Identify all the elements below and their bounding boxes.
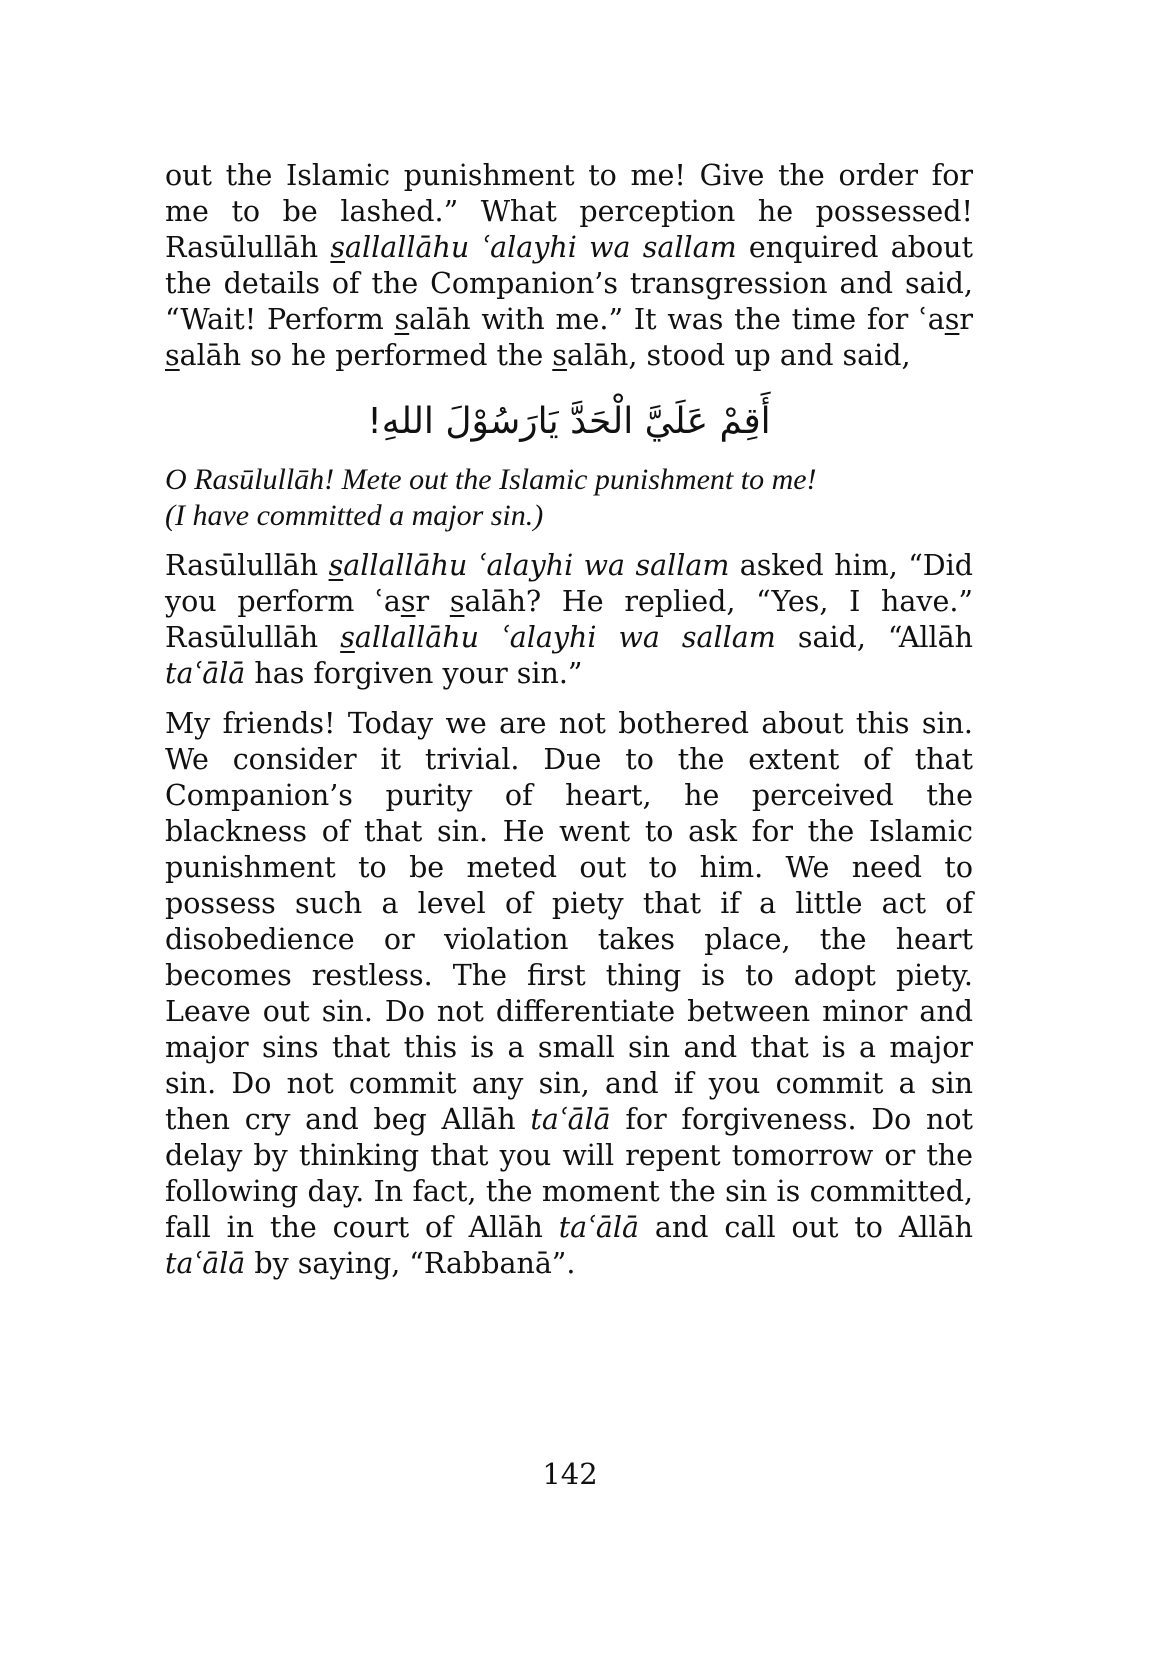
text-span: out the Islamic punishment to me! Give the order for me to be lashed.” What perception he possessed! Rasūlullāh: [165, 159, 973, 264]
asr-s: s: [400, 585, 416, 618]
salah-s: s: [449, 585, 465, 618]
salah-rest: alāh: [409, 303, 471, 336]
honorific: sallallāhu ʿalayhi wa sallam: [340, 621, 776, 654]
salah-s: s: [165, 339, 180, 372]
taala: taʿālā: [165, 657, 246, 690]
salah-rest: alāh: [464, 585, 526, 618]
salah-s: s: [552, 339, 567, 372]
arabic-quote: أَقِمْ عَلَيَّ الْحَدَّ يَارَسُوْلَ اللهِ!: [367, 401, 771, 442]
translation-line-1: O Rasūlullāh! Mete out the Islamic punishment to me!: [165, 463, 817, 496]
paragraph-2: Rasūlullāh sallallāhu ʿalayhi wa sallam asked him, “Did you perform ʿasr salāh? He replied, “Yes, I have.” Rasūlullāh sallallāhu ʿalayhi wa sallam said, “Allāh taʿālā has forgiven your sin.”: [165, 549, 973, 690]
taala: taʿālā: [530, 1103, 611, 1136]
asr-s: s: [944, 303, 960, 336]
text-span: enquired about the details of the Companion’s transgression and said, “Wait! Perform: [165, 231, 973, 336]
paragraph-1: [165, 158, 973, 374]
text-span: , stood up and said,: [628, 339, 911, 372]
paragraph-3: My friends! Today we are not bothered about this sin. We consider it trivial. Due to the extent of that Companion’s purity of heart, he perceived the blackness of that sin. He went to ask for the Islamic punishment to be meted out to him. We need to possess such a level of piety that if a little act of disobedience or violation takes place, the heart becomes restless. The first thing is to adopt piety. Leave out sin. Do not differentiate between minor and major sins that this is a small sin and that is a major sin. Do not commit any sin, and if you commit a sin then cry and beg Allāh taʿālā for forgiveness. Do not delay by thinking that you will repent tomorrow or the following day. In fact, the moment the sin is committed, fall in the court of Allāh taʿālā and call out to Allāh taʿālā by saying, “Rabbanā”.: [165, 707, 974, 1280]
page-number: 142: [542, 1457, 598, 1491]
asr-r: r: [959, 303, 973, 336]
taala: taʿālā: [558, 1211, 640, 1244]
honorific: sallallāhu ʿalayhi wa sallam: [328, 549, 730, 582]
page-body: [165, 158, 973, 1282]
salah-rest: alāh: [179, 339, 242, 372]
asr-r: r: [415, 585, 430, 618]
text-span: with me.” It was the time for ʿa: [470, 303, 945, 336]
taala: taʿālā: [165, 1247, 246, 1280]
salah-rest: alāh: [566, 339, 629, 372]
translation-line-2: (I have committed a major sin.): [165, 499, 544, 532]
text-span: so he performed the: [241, 339, 553, 372]
salah-s: s: [394, 303, 410, 336]
honorific: sallallāhu ʿalayhi wa sallam: [330, 231, 737, 264]
translation: [165, 462, 973, 534]
